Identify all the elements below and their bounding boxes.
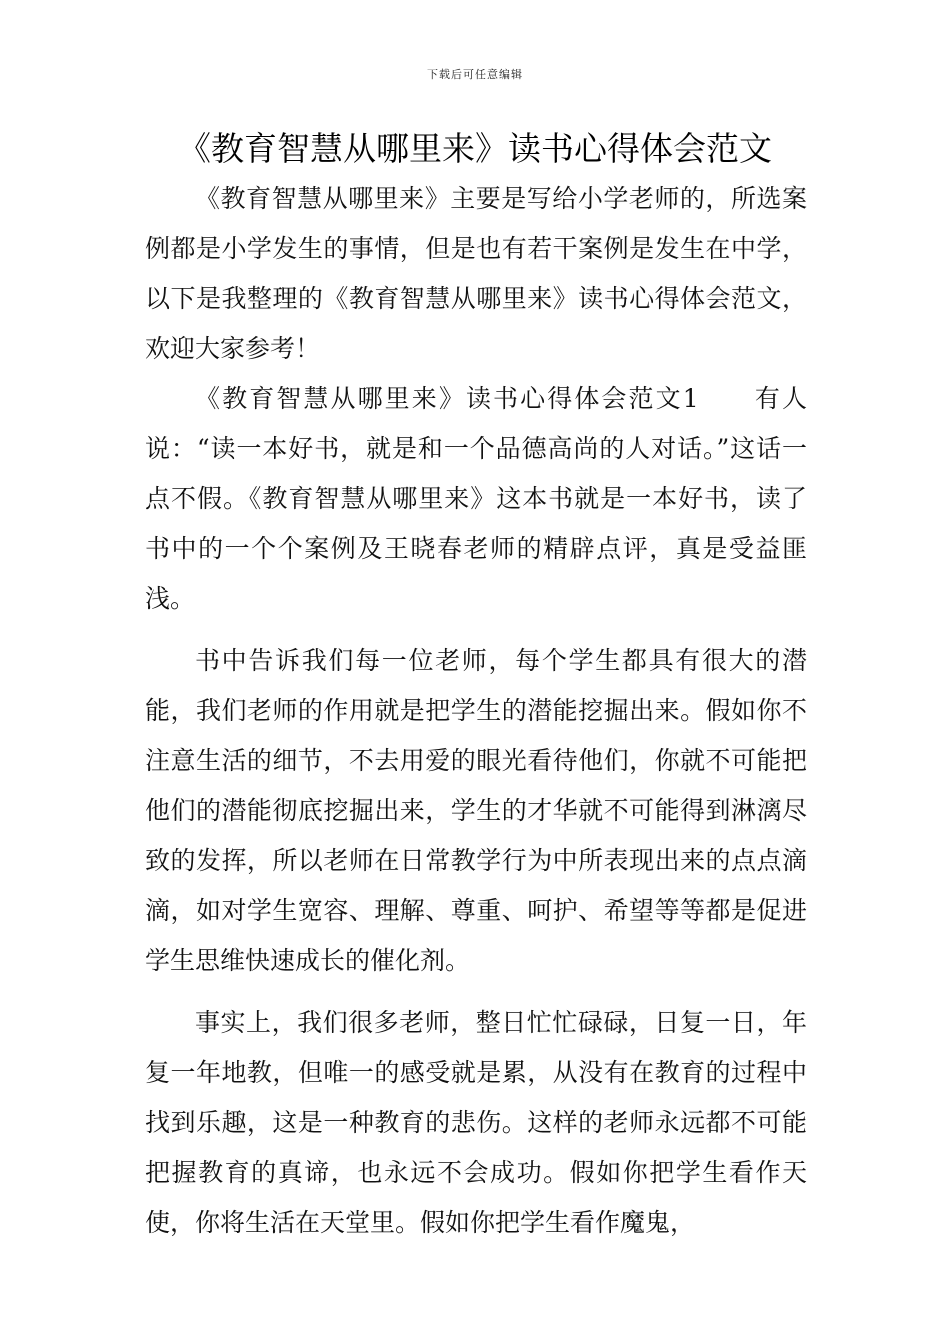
document-body <box>145 174 807 1248</box>
paragraph-potential: 书中告诉我们每一位老师，每个学生都具有很大的潜能，我们老师的作用就是把学生的潜能挖掘出来。假如你不注意生活的细节，不去用爱的眼光看待他们，你就不可能把他们的潜能彻底挖掘出来，学生的才华就不可能得到淋漓尽致的发挥，所以老师在日常教学行为中所表现出来的点点滴滴，如对学生宽容、理解、尊重、呵护、希望等等都是促进学生思维快速成长的催化剂。 <box>145 646 807 975</box>
document-title: 《教育智慧从哪里来》读书心得体会范文 <box>178 129 772 168</box>
paragraph-essay-1-opening: 《教育智慧从哪里来》读书心得体会范文1 有人说：“读一本好书，就是和一个品德高尚的人对话。”这话一点不假。《教育智慧从哪里来》这本书就是一本好书，读了书中的一个个案例及王晓春老师的精辟点评，真是受益匪浅。 <box>145 384 807 613</box>
header-note: 下载后可任意编辑 <box>427 68 523 81</box>
paragraph-intro: 《教育智慧从哪里来》主要是写给小学老师的，所选案例都是小学发生的事情，但是也有若干案例是发生在中学，以下是我整理的《教育智慧从哪里来》读书心得体会范文，欢迎大家参考！ <box>145 184 807 363</box>
paragraph-reality: 事实上，我们很多老师，整日忙忙碌碌，日复一日，年复一年地教，但唯一的感受就是累，从没有在教育的过程中找到乐趣，这是一种教育的悲伤。这样的老师永远都不可能把握教育的真谛，也永远不会成功。假如你把学生看作天使，你将生活在天堂里。假如你把学生看作魔鬼， <box>145 1008 807 1237</box>
